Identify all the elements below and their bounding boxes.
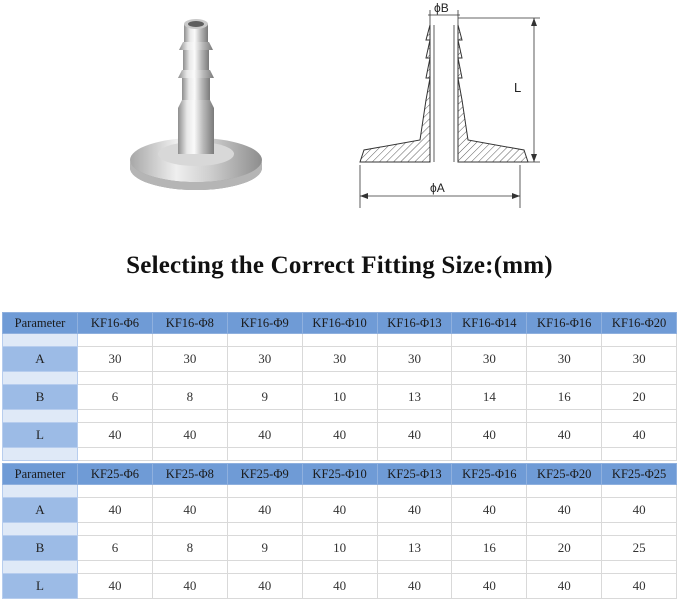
header-cell: KF25-Φ9 xyxy=(227,464,302,485)
table-cell: 9 xyxy=(227,536,302,561)
table-cell: 40 xyxy=(602,423,677,448)
table-cell: 40 xyxy=(302,574,377,599)
header-cell: KF25-Φ8 xyxy=(152,464,227,485)
header-cell: KF16-Φ14 xyxy=(452,313,527,334)
header-cell: KF16-Φ20 xyxy=(602,313,677,334)
table-cell: 40 xyxy=(602,498,677,523)
row-label: L xyxy=(3,574,78,599)
table-cell: 20 xyxy=(602,385,677,410)
header-cell: KF25-Φ13 xyxy=(377,464,452,485)
table-row xyxy=(3,536,677,561)
header-cell: KF16-Φ13 xyxy=(377,313,452,334)
row-label: B xyxy=(3,385,78,410)
kf16-size-table xyxy=(2,312,677,461)
page-heading: Selecting the Correct Fitting Size:(mm) xyxy=(126,252,553,279)
table-cell: 9 xyxy=(227,385,302,410)
table-cell: 6 xyxy=(78,385,153,410)
table-row xyxy=(3,385,677,410)
table-cell: 16 xyxy=(452,536,527,561)
label-phi-b: ϕB xyxy=(434,1,449,15)
table-cell: 16 xyxy=(527,385,602,410)
table-cell: 40 xyxy=(302,423,377,448)
kf25-size-table xyxy=(2,463,677,599)
table-header-row xyxy=(3,313,677,334)
header-cell: Parameter xyxy=(3,313,78,334)
table-cell: 40 xyxy=(227,574,302,599)
table-cell: 40 xyxy=(527,423,602,448)
table-cell: 6 xyxy=(78,536,153,561)
header-cell: Parameter xyxy=(3,464,78,485)
table-cell: 40 xyxy=(152,498,227,523)
table-cell: 14 xyxy=(452,385,527,410)
table-cell: 40 xyxy=(452,423,527,448)
table-header-row xyxy=(3,464,677,485)
header-cell: KF16-Φ9 xyxy=(227,313,302,334)
table-row xyxy=(3,574,677,599)
table-row xyxy=(3,423,677,448)
header-cell: KF25-Φ25 xyxy=(602,464,677,485)
header-cell: KF25-Φ20 xyxy=(527,464,602,485)
table-cell: 40 xyxy=(452,574,527,599)
table-cell: 8 xyxy=(152,385,227,410)
table-cell: 40 xyxy=(452,498,527,523)
table-cell: 30 xyxy=(527,347,602,372)
header-cell: KF16-Φ10 xyxy=(302,313,377,334)
table-cell: 30 xyxy=(152,347,227,372)
table-cell: 40 xyxy=(227,498,302,523)
row-label: A xyxy=(3,347,78,372)
header-cell: KF16-Φ6 xyxy=(78,313,153,334)
table-cell: 40 xyxy=(377,498,452,523)
table-cell: 30 xyxy=(602,347,677,372)
table-cell: 10 xyxy=(302,536,377,561)
table-cell: 40 xyxy=(78,498,153,523)
table-row xyxy=(3,498,677,523)
table-cell: 30 xyxy=(302,347,377,372)
dimension-drawing xyxy=(350,0,550,215)
table-cell: 40 xyxy=(302,498,377,523)
table-cell: 25 xyxy=(602,536,677,561)
table-cell: 13 xyxy=(377,536,452,561)
row-label: B xyxy=(3,536,78,561)
table-cell: 13 xyxy=(377,385,452,410)
header-cell: KF25-Φ10 xyxy=(302,464,377,485)
row-label: L xyxy=(3,423,78,448)
header-cell: KF25-Φ6 xyxy=(78,464,153,485)
table-cell: 40 xyxy=(527,574,602,599)
table-cell: 30 xyxy=(227,347,302,372)
header-cell: KF25-Φ16 xyxy=(452,464,527,485)
table-cell: 8 xyxy=(152,536,227,561)
table-row xyxy=(3,347,677,372)
table-cell: 40 xyxy=(377,574,452,599)
label-l: L xyxy=(514,80,522,95)
table-cell: 40 xyxy=(527,498,602,523)
table-cell: 40 xyxy=(78,574,153,599)
table-cell: 40 xyxy=(602,574,677,599)
table-cell: 40 xyxy=(152,574,227,599)
table-cell: 40 xyxy=(377,423,452,448)
table-cell: 40 xyxy=(227,423,302,448)
table-cell: 30 xyxy=(377,347,452,372)
header-cell: KF16-Φ8 xyxy=(152,313,227,334)
row-label: A xyxy=(3,498,78,523)
product-photo xyxy=(128,8,264,198)
header-cell: KF16-Φ16 xyxy=(527,313,602,334)
label-phi-a: ϕA xyxy=(430,181,445,195)
table-cell: 10 xyxy=(302,385,377,410)
table-cell: 40 xyxy=(152,423,227,448)
table-cell: 20 xyxy=(527,536,602,561)
table-cell: 30 xyxy=(78,347,153,372)
table-cell: 30 xyxy=(452,347,527,372)
table-cell: 40 xyxy=(78,423,153,448)
